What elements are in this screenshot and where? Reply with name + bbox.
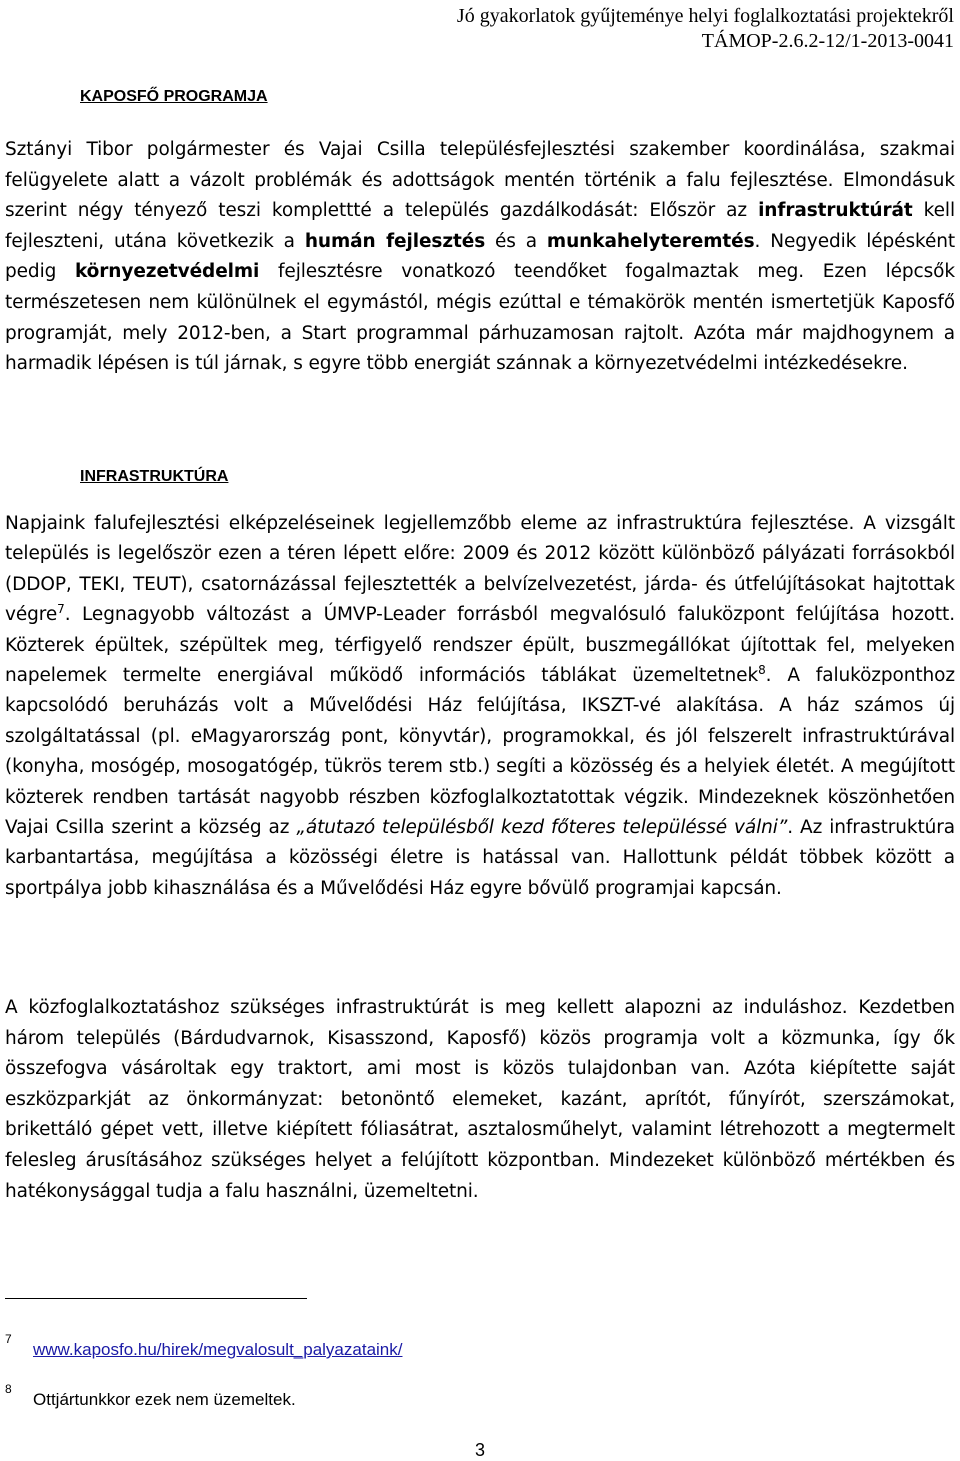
footnote-number: 8	[5, 1382, 12, 1396]
header-project-code: TÁMOP-2.6.2-12/1-2013-0041	[701, 30, 954, 52]
bold-term-infrastructure: infrastruktúrát	[758, 200, 913, 222]
page-number: 3	[474, 1440, 485, 1460]
paragraph-public-works: A közfoglalkoztatáshoz szükséges infrastruktúrát is meg kellett alapozni az induláshoz. Kezdetben három település (Bárdudvarnok, Kisasszond, Kaposfő) közös programja volt a közmunka, így ők összefogva vásároltak egy traktort, ami most is közös tulajdonban van. Azóta kiépítette saját eszközparkját az önkormányzat: betonöntő elemeket, kazánt, aprítót, fűnyírót, szerszámokat, brikettáló gépet vett, illetve kiépített fóliasátrat, asztalosműhelyt, valamint létrehozott a megtermelt felesleg árusításához szükséges helyet a felújított központban. Mindezeket különböző mértékben és hatékonysággal tudja a falu használni, üzemeltetni.	[5, 997, 955, 1202]
header-title: Jó gyakorlatok gyűjteménye helyi foglalkoztatási projektekről	[456, 5, 954, 27]
running-header	[457, 4, 954, 54]
quote-italic: „átutazó településből kezd főteres településsé válni”	[296, 817, 788, 839]
footnote-ref-7[interactable]: 7	[57, 602, 65, 617]
footnote-separator	[5, 1298, 307, 1299]
footnote-ref-8[interactable]: 8	[758, 662, 766, 677]
footnote-number: 7	[5, 1332, 12, 1346]
bold-term-human-development: humán fejlesztés	[304, 230, 486, 252]
footnote-text: Ottjártunkkor ezek nem üzemeltek.	[33, 1390, 296, 1409]
paragraph-intro: Sztányi Tibor polgármester és Vajai Csilla településfejlesztési szakember koordinálása, szakmai felügyelete alatt a vázolt problémák és adottságok mentén történik a falu fejlesztése. Elmondásuk szerint négy tényező teszi komplettté a település gazdálkodását: Először az infrastruktúrát kell fejleszteni, utána következik a humán fejlesztés és a munkahelyteremtés. Negyedik lépésként pedig környezetvédelmi fejlesztésre vonatkozó teendőket fogalmaztak meg. Ezen lépcsők természetesen nem különülnek el egymástól, mégis ezúttal e témakörök mentén ismertetjük Kaposfő programját, mely 2012-ben, a Start programmal párhuzamosan rajtolt. Azóta már majdhogynem a harmadik lépésen is túl járnak, s egyre több energiát szánnak a környezetvédelmi intézkedésekre.	[5, 139, 956, 375]
paragraph-infrastructure: Napjaink falufejlesztési elképzeléseinek legjellemzőbb eleme az infrastruktúra fejlesztése. A vizsgált település is legelőször ezen a téren lépett előre: 2009 és 2012 között különböző pályázati forrásokból (DDOP, TEKI, TEUT), csatornázással fejlesztették a belvízelvezetést, járda- és útfelújításokat hajtottak végre$^7$. Legnagyobb változást a ÚMVP-Leader forrásból megvalósuló faluközpont felújítása hozott. Közterek épültek, szépültek meg, térfigyelő rendszer épült, buszmegállókat újítottak fel, melyeken napelemek termelte energiával működő információs táblákat üzemeltetnek$^8$. A faluközponthoz kapcsolódó beruházás volt a Művelődési Ház felújítása, IKSZT-vé alakítása. A ház számos új szolgáltatással (pl. eMagyarország pont, könyvtár), programokkal, és jól felszerelt infrastruktúrával (konyha, mosógép, mosogatógép, tükrös terem stb.) segíti a közösség és a helyiek életét. A megújított közterek rendben tartását nagyobb részben közfoglalkoztatottak végzik. Mindezeknek köszönhetően Vajai Csilla szerint a község az „átutazó településből kezd főteres településsé válni”. Az infrastruktúra karbantartása, megújítása a közösségi életre is hatással van. Hallottunk példát többek között a sportpálya jobb kihasználása és a Művelődési Ház egyre bővülő programjai kapcsán.	[5, 513, 956, 899]
bold-term-environmental: környezetvédelmi	[74, 261, 260, 283]
bold-term-job-creation: munkahelyteremtés	[546, 230, 755, 252]
section-heading-kaposfo-program: KAPOSFŐ PROGRAMJA	[80, 88, 268, 105]
section-heading-infrastructure: INFRASTRUKTÚRA	[80, 468, 229, 485]
footnote-link[interactable]: www.kaposfo.hu/hirek/megvalosult_palyazataink/	[33, 1340, 403, 1359]
